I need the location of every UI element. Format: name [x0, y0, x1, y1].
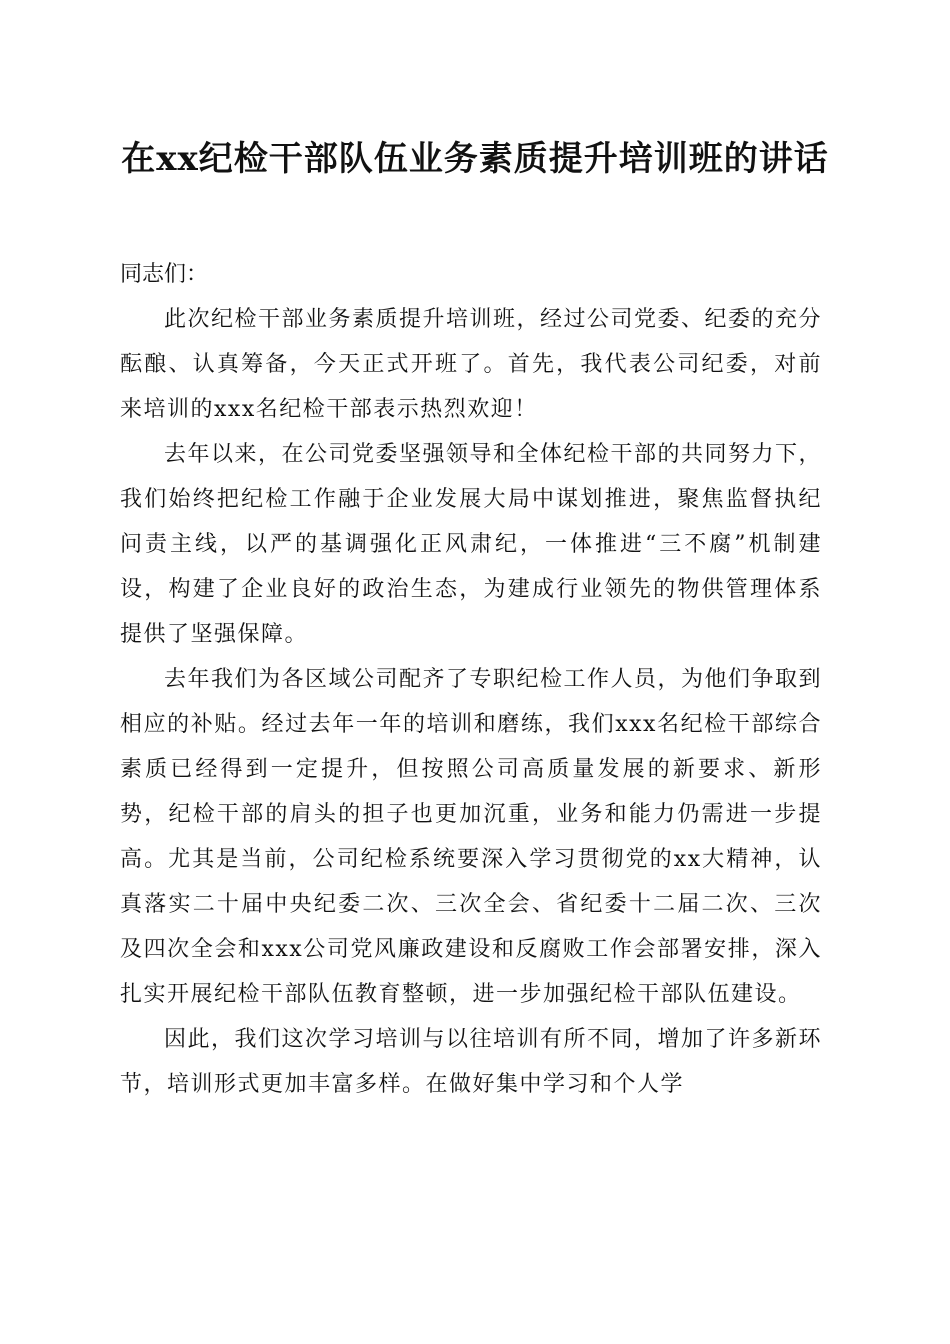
document-title: 在xx纪检干部队伍业务素质提升培训班的讲话	[121, 139, 829, 179]
paragraph-1: 此次纪检干部业务素质提升培训班，经过公司党委、纪委的充分酝酿、认真筹备，今天正式开班了。首先，我代表公司纪委，对前来培训的xxx名纪检干部表示热烈欢迎！	[120, 307, 823, 422]
paragraph-4: 因此，我们这次学习培训与以往培训有所不同，增加了许多新环节，培训形式更加丰富多样。在做好集中学习和个人学	[120, 1027, 823, 1097]
paragraph-2: 去年以来，在公司党委坚强领导和全体纪检干部的共同努力下，我们始终把纪检工作融于企业发展大局中谋划推进，聚焦监督执纪问责主线，以严的基调强化正风肃纪，一体推进“三不腐”机制建设，构建了企业良好的政治生态，为建成行业领先的物供管理体系提供了坚强保障。	[120, 442, 823, 647]
paragraph-3: 去年我们为各区域公司配齐了专职纪检工作人员，为他们争取到相应的补贴。经过去年一年的培训和磨练，我们xxx名纪检干部综合素质已经得到一定提升，但按照公司高质量发展的新要求、新形势，纪检干部的肩头的担子也更加沉重，业务和能力仍需进一步提高。尤其是当前，公司纪检系统要深入学习贯彻党的xx大精神，认真落实二十届中央纪委二次、三次全会、省纪委十二届二次、三次及四次全会和xxx公司党风廉政建设和反腐败工作会部署安排，深入扎实开展纪检干部队伍教育整顿，进一步加强纪检干部队伍建设。	[120, 667, 823, 1007]
document-body	[120, 252, 822, 1107]
salutation: 同志们：	[120, 262, 209, 287]
